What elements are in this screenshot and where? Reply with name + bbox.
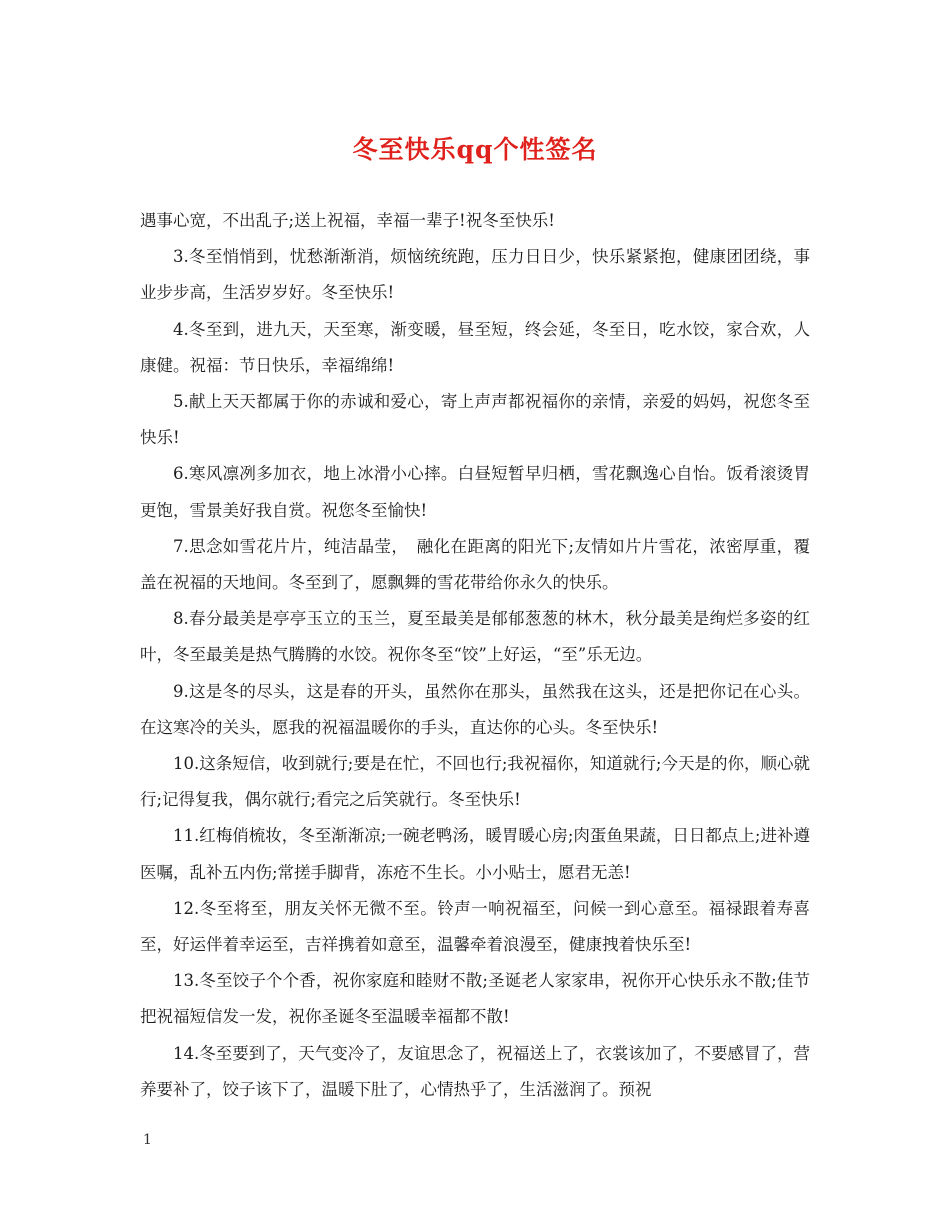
- paragraph-14: 14.冬至要到了，天气变冷了，友谊思念了，祝福送上了，衣裳该加了，不要感冒了，营养要补了，饺子该下了，温暖下肚了，心情热乎了，生活滋润了。预祝: [140, 1043, 810, 1099]
- paragraph-11: 11.红梅俏梳妆，冬至渐渐凉;一碗老鸭汤，暖胃暖心房;肉蛋鱼果蔬，日日都点上;进补遵医嘱，乱补五内伤;常搓手脚背，冻疮不生长。小小贴士，愿君无恙!: [140, 826, 810, 882]
- paragraph-7: 7.思念如雪花片片，纯洁晶莹， 融化在距离的阳光下;友情如片片雪花，浓密厚重，覆盖在祝福的天地间。冬至到了，愿飘舞的雪花带给你永久的快乐。: [140, 536, 810, 593]
- page-title: 冬至快乐qq个性签名: [352, 135, 598, 164]
- paragraph-10: 10.这条短信，收到就行;要是在忙，不回也行;我祝福你，知道就行;今天是的你，顺心就行;记得复我，偶尔就行;看完之后笑就行。冬至快乐!: [140, 754, 810, 810]
- paragraph-6: 6.寒风凛冽多加衣，地上冰滑小心摔。白昼短暂早归栖，雪花飘逸心自怡。饭肴滚烫胃更饱，雪景美好我自赏。祝您冬至愉快!: [140, 464, 810, 520]
- paragraph-3: 3.冬至悄悄到，忧愁渐渐消，烦恼统统跑，压力日日少，快乐紧紧抱，健康团团绕，事业步步高，生活岁岁好。冬至快乐!: [140, 247, 810, 303]
- paragraph-5: 5.献上天天都属于你的赤诚和爱心，寄上声声都祝福你的亲情，亲爱的妈妈，祝您冬至快乐!: [140, 392, 810, 448]
- page-number: 1: [143, 1132, 152, 1148]
- paragraph-13: 13.冬至饺子个个香，祝你家庭和睦财不散;圣诞老人家家串，祝你开心快乐永不散;佳节把祝福短信发一发，祝你圣诞冬至温暖幸福都不散!: [140, 971, 810, 1027]
- paragraph-9: 9.这是冬的尽头，这是春的开头，虽然你在那头，虽然我在这头，还是把你记在心头。在这寒冷的关头，愿我的祝福温暖你的手头，直达你的心头。冬至快乐!: [140, 681, 810, 737]
- document-body: [140, 203, 810, 1108]
- paragraph-8: 8.春分最美是亭亭玉立的玉兰，夏至最美是郁郁葱葱的林木，秋分最美是绚烂多姿的红叶，冬至最美是热气腾腾的水饺。祝你冬至“饺”上好运，“至”乐无边。: [140, 609, 810, 665]
- paragraph-4: 4.冬至到，进九天，天至寒，渐变暖，昼至短，终会延，冬至日，吃水饺，家合欢，人康健。祝福：节日快乐，幸福绵绵!: [140, 319, 810, 375]
- paragraph-continuation: 遇事心宽，不出乱子;送上祝福，幸福一辈子!祝冬至快乐!: [140, 211, 555, 230]
- paragraph-12: 12.冬至将至，朋友关怀无微不至。铃声一响祝福至，问候一到心意至。福禄跟着寿喜至，好运伴着幸运至，吉祥携着如意至，温馨牵着浪漫至，健康拽着快乐至!: [140, 898, 810, 955]
